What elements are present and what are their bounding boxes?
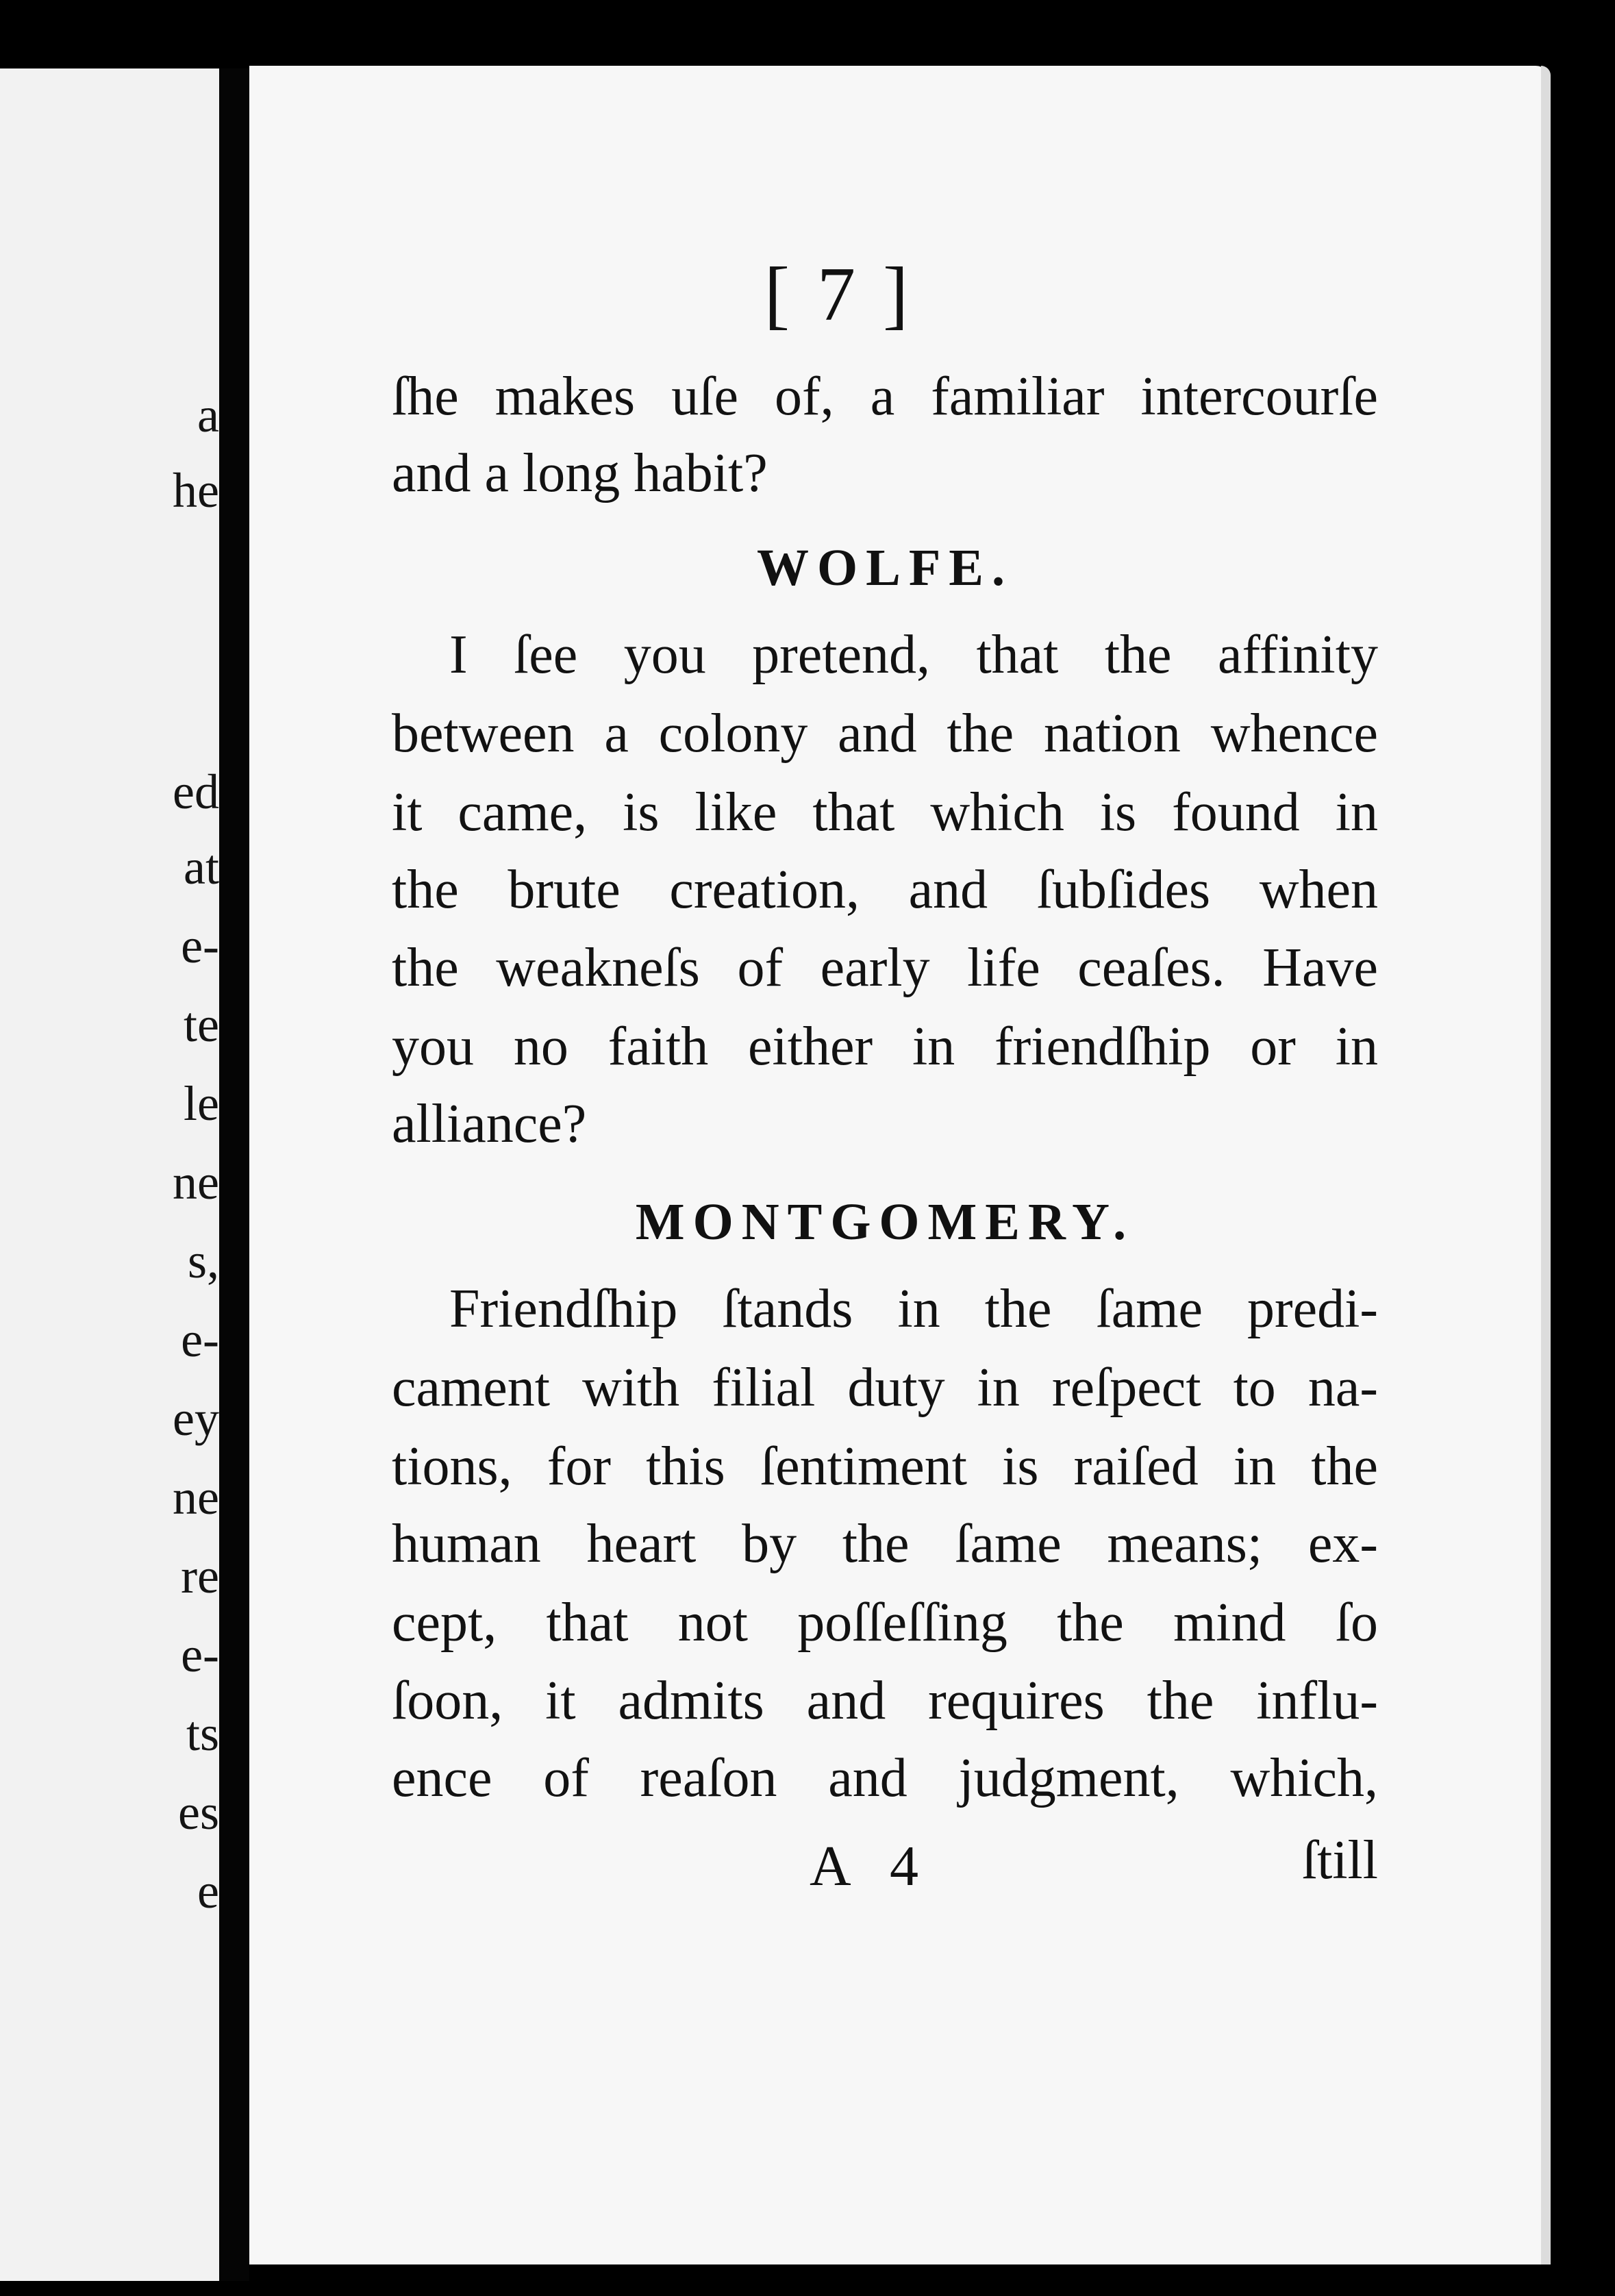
fragment: ey: [173, 1391, 219, 1446]
fragment: ne: [173, 1470, 219, 1525]
speaker-heading-montgomery: MONTGOMERY.: [635, 1193, 1135, 1251]
text-line: the brute creation, and ſubſides when: [392, 860, 1378, 920]
fragment: ed: [173, 764, 219, 819]
text-line: ence of reaſon and judgment, which,: [392, 1748, 1378, 1808]
book-gutter: [219, 68, 249, 2281]
fragment: le: [184, 1076, 219, 1131]
text-line: between a colony and the nation whence: [392, 703, 1378, 764]
previous-page-text-fragments: [14, 68, 219, 2281]
text-line: the weakneſs of early life ceaſes. Have: [392, 938, 1378, 998]
text-line: ſoon, it admits and requires the influ-: [392, 1671, 1378, 1731]
speaker-heading-wolfe: WOLFE.: [757, 539, 1013, 597]
text-line: Friendſhip ſtands in the ſame predi-: [449, 1279, 1378, 1339]
catchword: ſtill: [1301, 1830, 1378, 1891]
text-line: human heart by the ſame means; ex-: [392, 1514, 1378, 1574]
text-line: tions, for this ſentiment is raiſed in the: [392, 1436, 1378, 1497]
text-line: I ſee you pretend, that the affinity: [449, 625, 1378, 685]
fragment: e: [197, 1864, 219, 1919]
page-edge-shadow: [1541, 66, 1551, 2264]
text-line: alliance?: [392, 1094, 587, 1154]
text-line: you no faith either in friendſhip or in: [392, 1016, 1378, 1077]
text-line: cament with filial duty in reſpect to na-: [392, 1358, 1378, 1418]
fragment: te: [184, 997, 219, 1052]
fragment: e-: [181, 1312, 219, 1367]
text-line: cept, that not poſſeſſing the mind ſo: [392, 1593, 1378, 1653]
text-line: and a long habit?: [392, 443, 768, 503]
book-page: [249, 66, 1551, 2264]
fragment: e-: [181, 1627, 219, 1682]
fragment: a: [197, 388, 219, 442]
fragment: e-: [181, 919, 219, 973]
fragment: ts: [186, 1706, 219, 1761]
page-number: [ 7 ]: [764, 252, 913, 337]
previous-page-edge: [0, 68, 219, 2281]
fragment: re: [181, 1549, 219, 1604]
fragment: he: [173, 463, 219, 518]
text-line: it came, is like that which is found in: [392, 782, 1378, 843]
signature-mark: A 4: [810, 1834, 933, 1898]
fragment: at: [184, 840, 219, 895]
fragment: ne: [173, 1155, 219, 1210]
text-line: ſhe makes uſe of, a familiar intercourſe: [392, 366, 1378, 427]
fragment: es: [178, 1785, 219, 1840]
fragment: s,: [187, 1234, 219, 1288]
